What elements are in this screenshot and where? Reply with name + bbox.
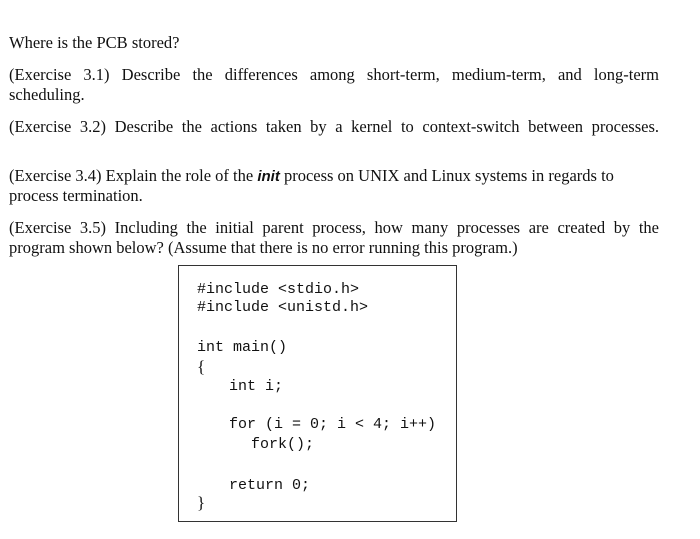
exercise-3-4-text-after: process on UNIX and Linux systems in regards to: [279, 166, 614, 185]
exercise-3-4-line-1: [9, 166, 659, 187]
code-open-brace: {: [197, 357, 206, 376]
code-main-signature: int main(): [197, 339, 288, 356]
code-return: return 0;: [229, 477, 311, 494]
exercise-3-1-line-2: scheduling.: [9, 85, 85, 104]
code-include-stdio: #include <stdio.h>: [197, 281, 360, 298]
exercise-3-4-line-2: process termination.: [9, 186, 143, 205]
code-close-brace: }: [197, 493, 206, 512]
exercise-3-2: (Exercise 3.2) Describe the actions taken by a kernel to context-switch between processes.: [9, 117, 659, 136]
code-listing: [178, 265, 457, 522]
exercise-3-5-line-2: program shown below? (Assume that there is no error running this program.): [9, 238, 518, 257]
question-pcb: Where is the PCB stored?: [9, 33, 180, 52]
init-keyword: init: [257, 168, 280, 185]
exercise-3-4-text-before: (Exercise 3.4) Explain the role of the: [9, 166, 258, 185]
exercise-3-5-line-1: (Exercise 3.5) Including the initial parent process, how many processes are created by the: [9, 218, 659, 237]
code-fork-call: fork();: [251, 436, 315, 453]
code-declaration: int i;: [229, 378, 284, 395]
code-include-unistd: #include <unistd.h>: [197, 299, 369, 316]
code-for-loop: for (i = 0; i < 4; i++): [229, 416, 437, 433]
exercise-3-1-line-1: (Exercise 3.1) Describe the differences among short-term, medium-term, and long-term: [9, 65, 659, 84]
